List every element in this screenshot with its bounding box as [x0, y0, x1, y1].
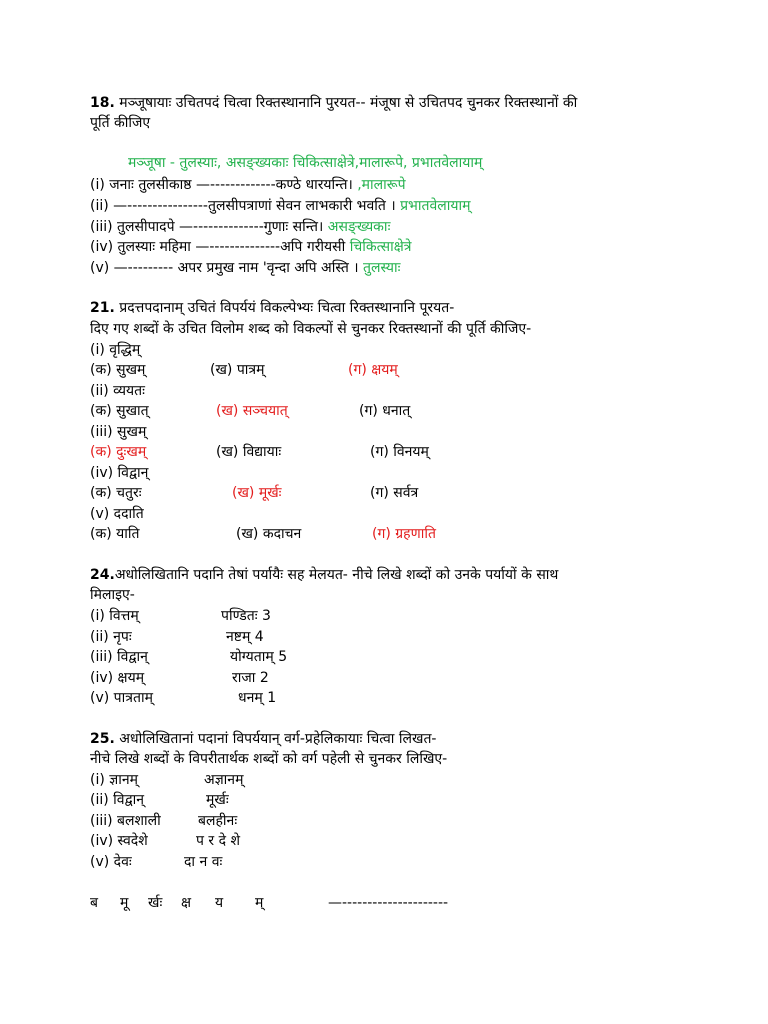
q18-number: 18. [90, 95, 115, 111]
q18-item-2 [90, 197, 471, 215]
q25-left-1: (i) ज्ञानम् [90, 772, 139, 788]
q24-right-1: पण्डितः 3 [221, 608, 271, 624]
q25-right-4: प र दे शे [196, 833, 240, 849]
q21-option-ka-1: (क) सुखम् [90, 362, 146, 378]
q21-option-ka-2: (क) सुखात् [90, 403, 149, 419]
q18-item-4-answer: चिकित्साक्षेत्रे [349, 239, 412, 255]
q24-right-4: राजा 2 [232, 670, 269, 686]
q24-left-5: (v) पात्रताम् [90, 690, 153, 706]
grid-cell-1: ब [90, 895, 98, 911]
q25-left-2: (ii) विद्वान् [90, 792, 145, 808]
q21-title-line2: दिए गए शब्दों के उचित विलोम शब्द को विकल्पों से चुनकर रिक्तस्थानों की पूर्ति कीजिए- [90, 321, 532, 337]
q18-item-1-answer: ,मालारूपे [357, 177, 406, 193]
q25-left-4: (iv) स्वदेशे [90, 833, 148, 849]
grid-cell-6: म् [255, 895, 264, 911]
q18-item-2-text: (ii) —----------------तुलसीपत्राणां सेवन लाभकारी भवति । [90, 198, 401, 214]
q21-option-ga-5: (ग) ग्रहणाति [372, 526, 436, 542]
q24-right-2: नष्टम् 4 [226, 629, 264, 645]
q18-word-box: मञ्जूषा - तुलस्याः, असङ्ख्यकाः चिकित्साक्षेत्रे,मालारूपे, प्रभातवेलायाम् [128, 155, 483, 171]
q18-item-3-answer: असङ्ख्यकाः [327, 219, 391, 235]
q24-left-2: (ii) नृपः [90, 629, 132, 645]
grid-cell-4: क्ष [181, 895, 192, 911]
q21-word-5: (v) ददाति [90, 506, 144, 522]
q25-right-2: मूर्खः [206, 792, 229, 808]
q21-option-ka-4: (क) चतुरः [90, 485, 142, 501]
q18-title-text: मञ्जूषायाः उचितपदं चित्वा रिक्तस्थानानि पुरयत-- मंजूषा से उचितपद चुनकर रिक्तस्थानों की [114, 95, 578, 111]
q25-title-line1 [90, 730, 436, 748]
q18-item-1-text: (i) जनाः तुलसीकाष्ठ —-------------कण्ठे धारयन्ति। [90, 177, 358, 193]
q21-option-kha-3: (ख) विद्यायाः [216, 444, 282, 460]
q25-left-5: (v) देवः [90, 854, 132, 870]
q21-option-kha-2: (ख) सञ्चयात् [216, 403, 288, 419]
q21-word-1: (i) वृद्धिम् [90, 342, 141, 358]
q18-item-5 [90, 259, 401, 277]
q25-right-3: बलहीनः [198, 813, 238, 829]
grid-cell-2: मू [120, 895, 129, 911]
q21-title-line1 [90, 299, 454, 317]
q21-option-kha-5: (ख) कदाचन [236, 526, 302, 542]
q18-title-line2: पूर्ति कीजिए [90, 115, 151, 131]
q21-option-kha-4: (ख) मूर्खः [232, 485, 282, 501]
q24-title-line2: मिलाइए- [90, 587, 135, 603]
grid-blank-line: —--------------------- [328, 895, 449, 911]
q18-item-3 [90, 218, 390, 236]
q24-left-1: (i) वित्तम् [90, 608, 139, 624]
q24-title-text: अधोलिखितानि पदानि तेषां पर्यायैः सह मेलयत- नीचे लिखे शब्दों को उनके पर्यायों के साथ [114, 567, 559, 583]
q24-left-4: (iv) क्षयम् [90, 670, 145, 686]
q21-option-ga-3: (ग) विनयम् [370, 444, 429, 460]
q18-item-3-text: (iii) तुलसीपादपे —--------------गुणाः सन्ति। [90, 219, 328, 235]
q21-option-ka-5: (क) याति [90, 526, 140, 542]
q21-word-4: (iv) विद्वान् [90, 465, 149, 481]
q25-left-3: (iii) बलशाली [90, 813, 161, 829]
q18-item-4-text: (iv) तुलस्याः महिमा —--------------अपि गरीयसी [90, 239, 350, 255]
q21-option-ga-1: (ग) क्षयम् [348, 362, 398, 378]
q25-right-5: दा न वः [184, 854, 223, 870]
q24-number: 24. [90, 567, 115, 583]
q21-title-text: प्रदत्तपदानाम् उचितं विपर्ययं विकल्पेभ्यः चित्वा रिक्तस्थानानि पूरयत- [114, 300, 455, 316]
q21-option-kha-1: (ख) पात्रम् [210, 362, 265, 378]
q18-item-2-answer: प्रभातवेलायाम् [400, 198, 471, 214]
q21-option-ka-3: (क) दुःखम् [90, 444, 147, 460]
q21-word-2: (ii) व्ययतः [90, 383, 145, 399]
q24-title-line1 [90, 566, 558, 584]
q21-option-ga-2: (ग) धनात् [359, 403, 411, 419]
q18-item-5-text: (v) —--------- अपर प्रमुख नाम 'वृन्दा अपि अस्ति । [90, 260, 364, 276]
q25-title-line2: नीचे लिखे शब्दों के विपरीतार्थक शब्दों को वर्ग पहेली से चुनकर लिखिए- [90, 751, 448, 767]
q25-number: 25. [90, 731, 115, 747]
q24-left-3: (iii) विद्वान् [90, 649, 148, 665]
grid-cell-5: य [215, 895, 224, 911]
q18-item-5-answer: तुलस्याः [363, 260, 401, 276]
q21-number: 21. [90, 300, 115, 316]
q21-option-ga-4: (ग) सर्वत्र [370, 485, 419, 501]
q18-title-line1 [90, 94, 577, 112]
q25-right-1: अज्ञानम् [204, 772, 244, 788]
q24-right-3: योग्यताम् 5 [230, 649, 288, 665]
q24-right-5: धनम् 1 [238, 690, 277, 706]
q18-item-1 [90, 176, 406, 194]
q25-title-text: अधोलिखितानां पदानां विपर्ययान् वर्ग-प्रहेलिकायाः चित्वा लिखत- [114, 731, 437, 747]
q18-item-4 [90, 238, 411, 256]
grid-cell-3: र्खः [148, 895, 163, 911]
q21-word-3: (iii) सुखम् [90, 424, 147, 440]
